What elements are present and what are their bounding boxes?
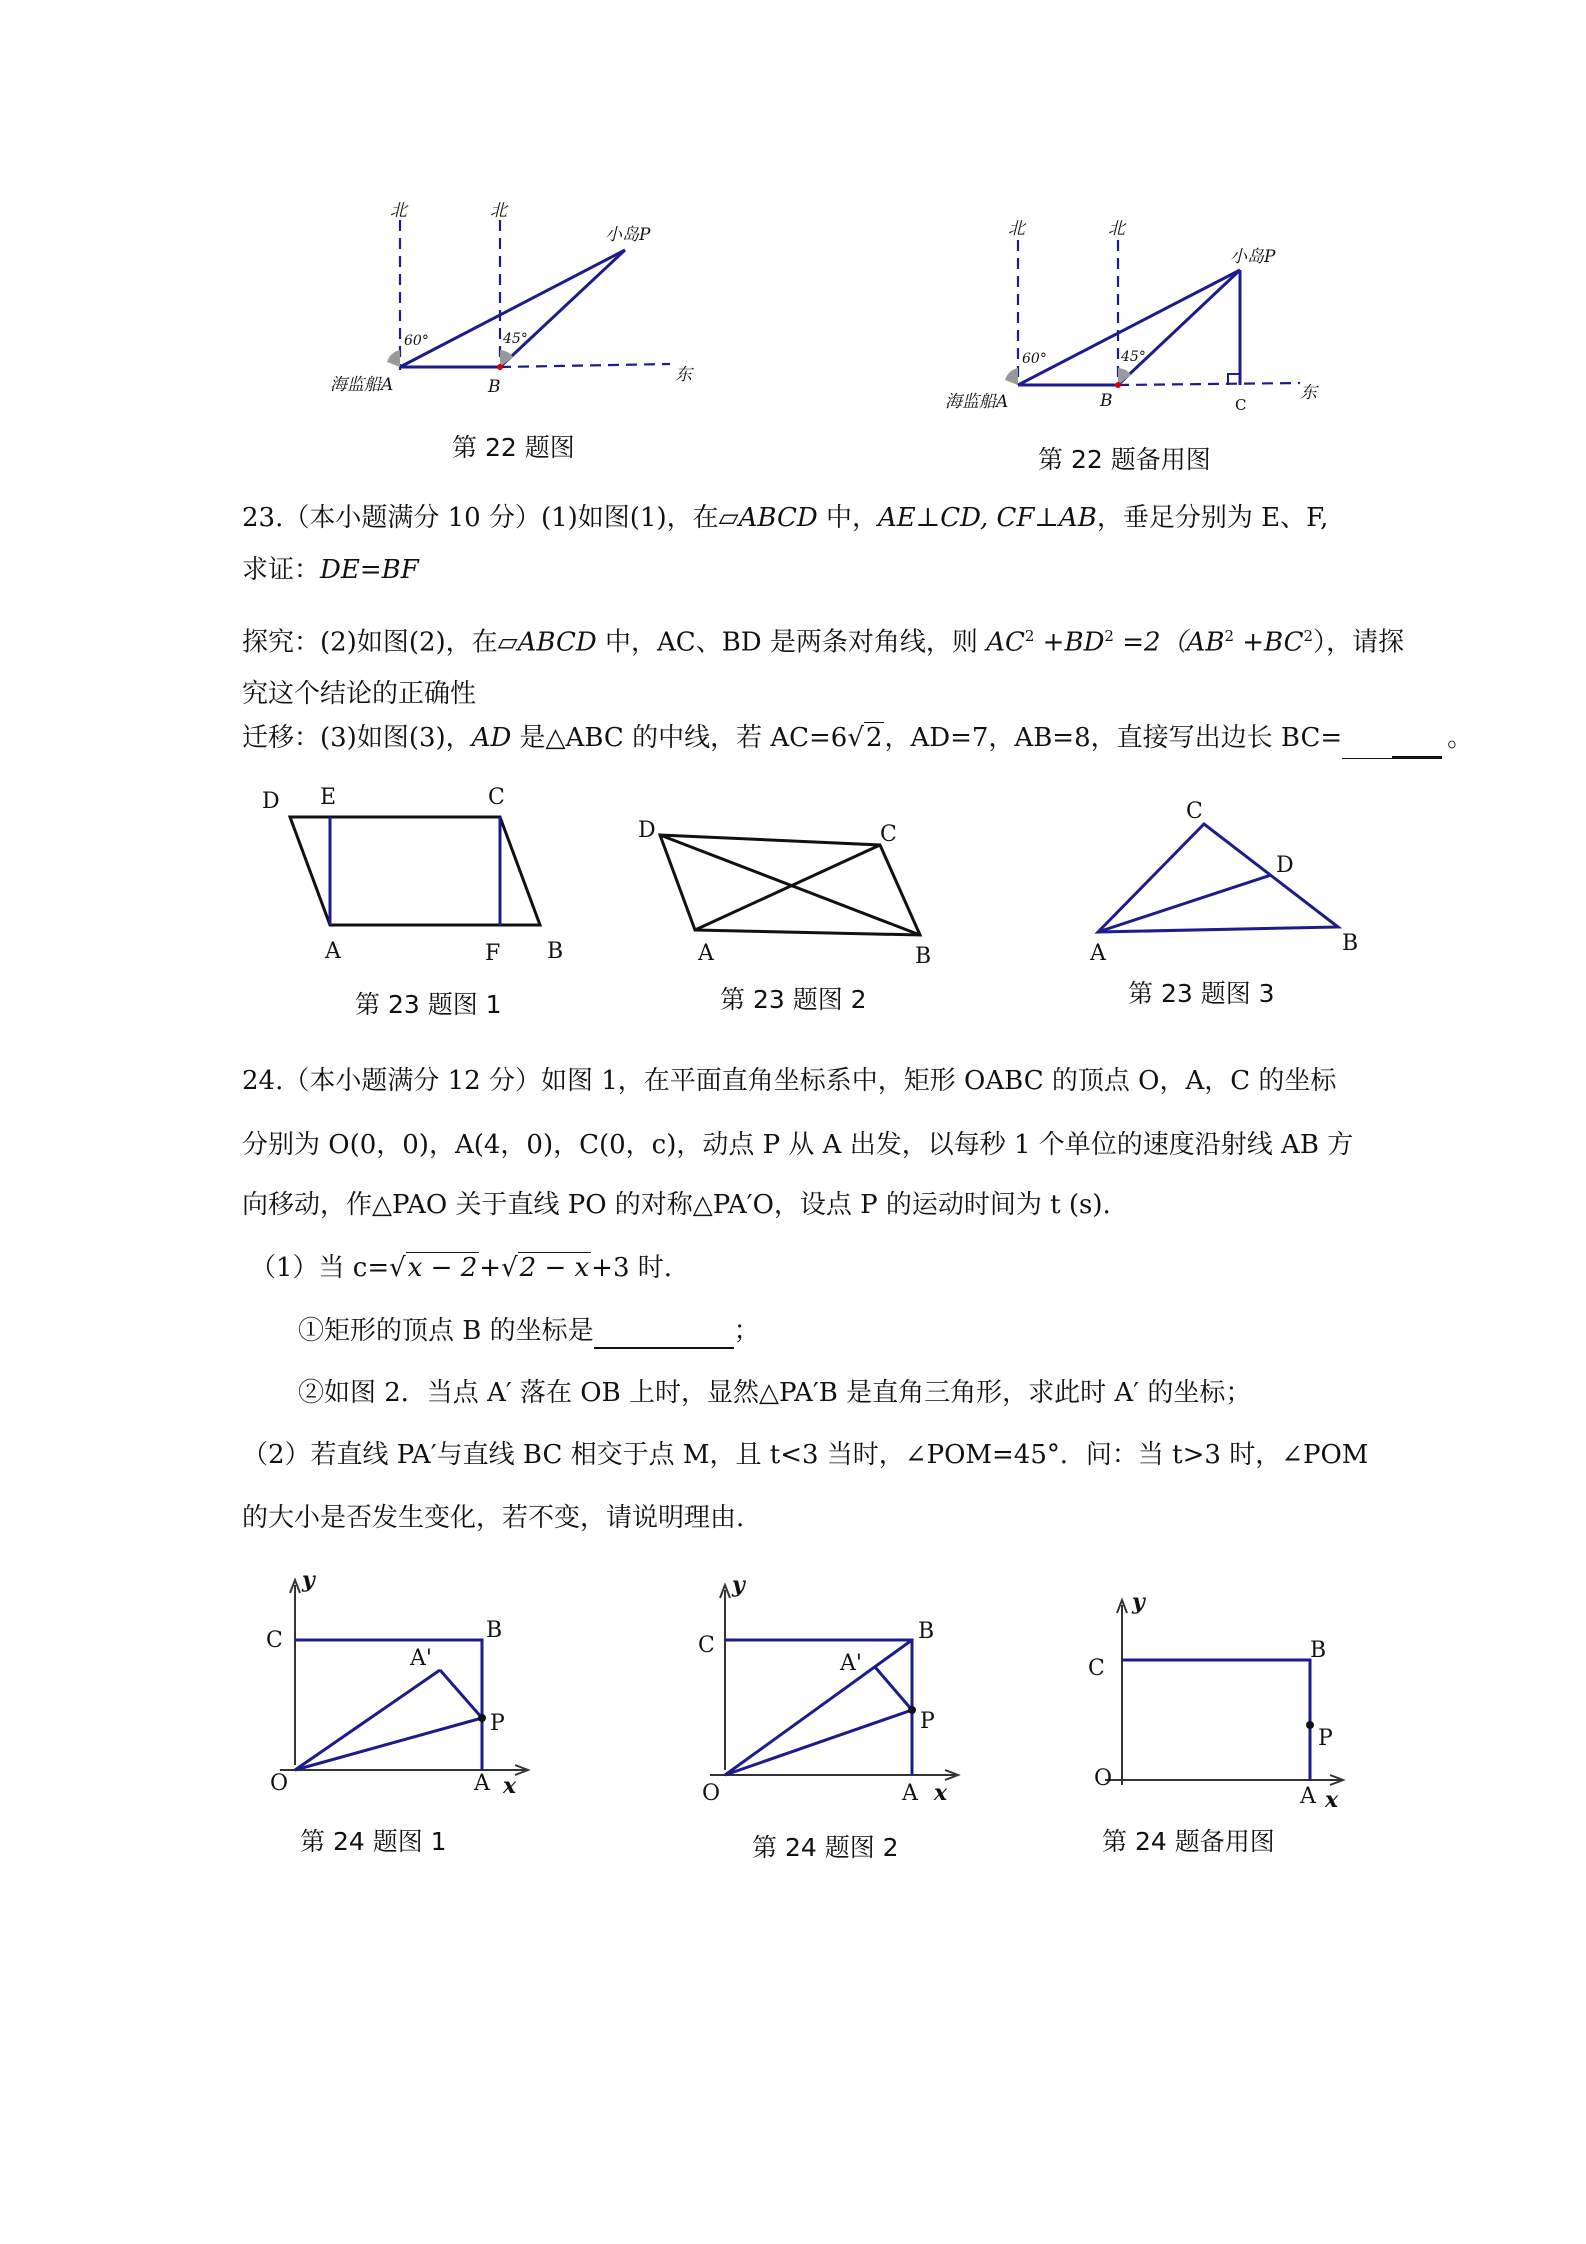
label-b: B — [486, 1618, 503, 1643]
q23-line-2 — [242, 552, 419, 588]
q23-l1-abcd: ABCD — [738, 503, 818, 533]
label-north-2: 北 — [1108, 219, 1125, 239]
label-a: A — [1300, 1784, 1316, 1809]
q23-l3-abcd: ABCD — [517, 627, 597, 658]
label-angle-60: 60° — [404, 333, 429, 349]
q24-l4-rad1: x − 2 — [407, 1253, 478, 1283]
q23-formula-ac: AC — [986, 627, 1025, 658]
label-east: 东 — [675, 365, 692, 385]
figure-23-2 — [630, 815, 930, 975]
segment-bp — [1118, 270, 1240, 385]
segment-ob — [725, 1640, 912, 1775]
label-d: D — [1276, 853, 1294, 878]
sup-2: 2 — [1224, 627, 1234, 645]
figure-23-1 — [260, 780, 580, 966]
caption-24-2: 第 24 题图 2 — [752, 1833, 899, 1862]
q23-l1-pre: 23.（本小题满分 10 分）(1)如图(1)，在▱ — [242, 503, 739, 533]
label-b: B — [1310, 1638, 1327, 1663]
label-c: C — [488, 785, 505, 810]
q24-l5-text: ①矩形的顶点 B 的坐标是 — [298, 1316, 594, 1346]
point-b — [1115, 382, 1121, 388]
label-b: B — [915, 944, 932, 969]
sup-2: 2 — [1104, 627, 1114, 645]
point-p — [478, 1714, 486, 1722]
q23-l1-mid: 中， — [817, 503, 878, 533]
label-x: x — [934, 1780, 948, 1806]
east-line — [1118, 383, 1300, 385]
rectangle-oabc — [1122, 1660, 1310, 1780]
label-north-1: 北 — [390, 201, 407, 221]
label-angle-60: 60° — [1022, 351, 1047, 367]
point-p — [908, 1706, 916, 1714]
q23-formula-ab: =2（AB — [1113, 627, 1225, 658]
q23-formula-bd: +BD — [1034, 627, 1105, 658]
caption-23-2: 第 23 题图 2 — [720, 985, 867, 1014]
segment-a1p — [440, 1670, 482, 1718]
q23-line-1 — [242, 500, 1328, 536]
q24-line-2: 分别为 O(0，0)，A(4，0)，C(0，c)，动点 P 从 A 出发，以每秒 1 个单位的速度沿射线 AB 方 — [242, 1130, 1354, 1160]
label-a: A — [325, 939, 341, 964]
figure-24-1 — [260, 1565, 560, 1799]
q23-line-3 — [242, 618, 1404, 661]
label-c: C — [1235, 396, 1247, 414]
q23-formula-bc: +BC — [1234, 627, 1304, 658]
label-a: A — [1090, 941, 1106, 966]
label-o: O — [702, 1781, 721, 1806]
label-north-1: 北 — [1008, 219, 1025, 239]
label-angle-45: 45° — [1121, 349, 1146, 365]
figure-24-2 — [690, 1570, 990, 1806]
q24-line-8: 的大小是否发生变化，若不变，请说明理由. — [242, 1503, 745, 1533]
label-x: x — [503, 1773, 517, 1799]
label-f: F — [485, 941, 501, 966]
segment-ap — [1018, 270, 1240, 385]
q23-l2-pre: 求证： — [242, 555, 321, 585]
parallelogram-abcd — [290, 817, 540, 925]
label-p: P — [1318, 1726, 1333, 1751]
figure-22 — [320, 200, 692, 400]
label-x: x — [1325, 1787, 1339, 1813]
label-c: C — [1088, 1656, 1105, 1681]
segment-bp — [500, 250, 625, 367]
q24-line-1: 24.（本小题满分 12 分）如图 1，在平面直角坐标系中，矩形 OABC 的顶点 O，A，C 的坐标 — [242, 1066, 1337, 1096]
segment-op — [295, 1718, 482, 1770]
q23-l3-pre: 探究：(2)如图(2)，在▱ — [242, 627, 518, 658]
label-a: A — [474, 1771, 490, 1796]
label-angle-45: 45° — [503, 331, 528, 347]
label-d: D — [638, 818, 656, 843]
segment-op — [725, 1710, 912, 1775]
caption-22: 第 22 题图 — [452, 433, 575, 462]
label-c: C — [698, 1633, 715, 1658]
label-p: P — [920, 1709, 935, 1734]
q24-l4-pre: （1）当 c= — [250, 1253, 390, 1283]
answer-blank-bc[interactable] — [1342, 732, 1447, 756]
label-a1: A' — [840, 1651, 862, 1676]
label-b: B — [1342, 931, 1359, 956]
segment-oa1 — [295, 1670, 440, 1770]
q23-l5-post: ，AD=7，AB=8，直接写出边长 BC= — [884, 723, 1343, 753]
sup-2: 2 — [1024, 627, 1035, 645]
answer-blank-b-coord[interactable] — [594, 1323, 734, 1349]
label-y: y — [1132, 1589, 1145, 1615]
angle-60-mark — [1005, 368, 1018, 385]
point-p — [1306, 1721, 1314, 1729]
caption-23-3: 第 23 题图 3 — [1128, 979, 1275, 1008]
label-b: B — [1100, 391, 1113, 411]
figure-23-3 — [1080, 799, 1380, 966]
label-ship-a: 海监船A — [945, 392, 1009, 412]
figure-22-backup — [940, 219, 1317, 420]
angle-60-mark — [387, 350, 400, 367]
label-island: 小岛P — [605, 225, 651, 245]
q24-l5-end: ； — [733, 1316, 760, 1346]
label-d: D — [262, 789, 280, 814]
label-c: C — [1186, 799, 1203, 824]
label-e: E — [320, 785, 337, 810]
q24-l4-rad2: 2 − x — [519, 1253, 590, 1283]
sup-2: 2 — [1303, 627, 1314, 645]
label-a: A — [698, 941, 714, 966]
q24-line-6: ②如图 2．当点 A′ 落在 OB 上时，显然△PA′B 是直角三角形，求此时 A′ 的坐标； — [298, 1378, 1252, 1408]
label-east: 东 — [1300, 383, 1317, 403]
label-b: B — [488, 377, 501, 397]
segment-ap — [400, 250, 625, 367]
q23-formula-end: ），请探 — [1313, 627, 1405, 658]
q24-line-7: （2）若直线 PA′与直线 BC 相交于点 M，且 t<3 当时，∠POM=45°．问：当 t>3 时，∠POM — [242, 1440, 1369, 1470]
q23-l1-post: ，垂足分别为 E、F, — [1096, 503, 1329, 533]
q23-l5-mid: 是△ABC 的中线，若 AC=6 — [511, 723, 848, 753]
q23-l5-rad: 2 — [865, 723, 883, 753]
q23-l2-eq: DE=BF — [320, 555, 419, 585]
q23-l5-end: 。 — [1447, 723, 1474, 753]
q24-line-5 — [298, 1313, 760, 1349]
angle-45-mark — [500, 350, 513, 367]
figure-24-backup — [1080, 1585, 1380, 1815]
caption-23-1: 第 23 题图 1 — [355, 990, 502, 1019]
q23-l1-cond: AE⊥CD, CF⊥AB — [878, 503, 1097, 533]
q24-l4-plus: + — [479, 1253, 502, 1283]
segment-a1p — [875, 1667, 912, 1710]
label-a1: A' — [410, 1646, 432, 1671]
label-o: O — [1094, 1766, 1113, 1791]
q24-line-4: （1）当 c=√x − 2+√2 − x+3 时. — [250, 1253, 673, 1283]
label-c: C — [266, 1628, 283, 1653]
label-north-2: 北 — [490, 201, 507, 221]
label-o: O — [270, 1771, 289, 1796]
q23-line-4: 究这个结论的正确性 — [242, 679, 477, 709]
label-a: A — [902, 1781, 918, 1806]
label-y: y — [302, 1567, 315, 1593]
q24-line-3: 向移动，作△PAO 关于直线 PO 的对称△PA′O，设点 P 的运动时间为 t (s). — [242, 1190, 1111, 1220]
q23-l5-pre: 迁移：(3)如图(3)， — [242, 723, 472, 753]
label-p: P — [490, 1711, 505, 1736]
q23-l5-ad: AD — [471, 723, 512, 753]
label-y: y — [732, 1572, 745, 1598]
triangle-abc — [1098, 824, 1338, 932]
q24-l4-post: +3 时. — [591, 1253, 673, 1283]
caption-24-backup: 第 24 题备用图 — [1102, 1827, 1275, 1856]
label-c: C — [880, 822, 897, 847]
label-ship-a: 海监船A — [330, 375, 394, 395]
label-island: 小岛P — [1230, 247, 1276, 267]
q23-l3-mid: 中，AC、BD 是两条对角线，则 — [596, 627, 987, 658]
label-b: B — [918, 1619, 935, 1644]
label-b: B — [547, 939, 564, 964]
q23-line-5: 迁移：(3)如图(3)，AD 是△ABC 的中线，若 AC=6√2，AD=7，AB=8，直接写出边长 BC= 。 — [242, 720, 1473, 756]
point-b — [497, 364, 503, 370]
east-line — [500, 364, 670, 367]
caption-22-backup: 第 22 题备用图 — [1038, 445, 1211, 474]
caption-24-1: 第 24 题图 1 — [300, 1827, 447, 1856]
